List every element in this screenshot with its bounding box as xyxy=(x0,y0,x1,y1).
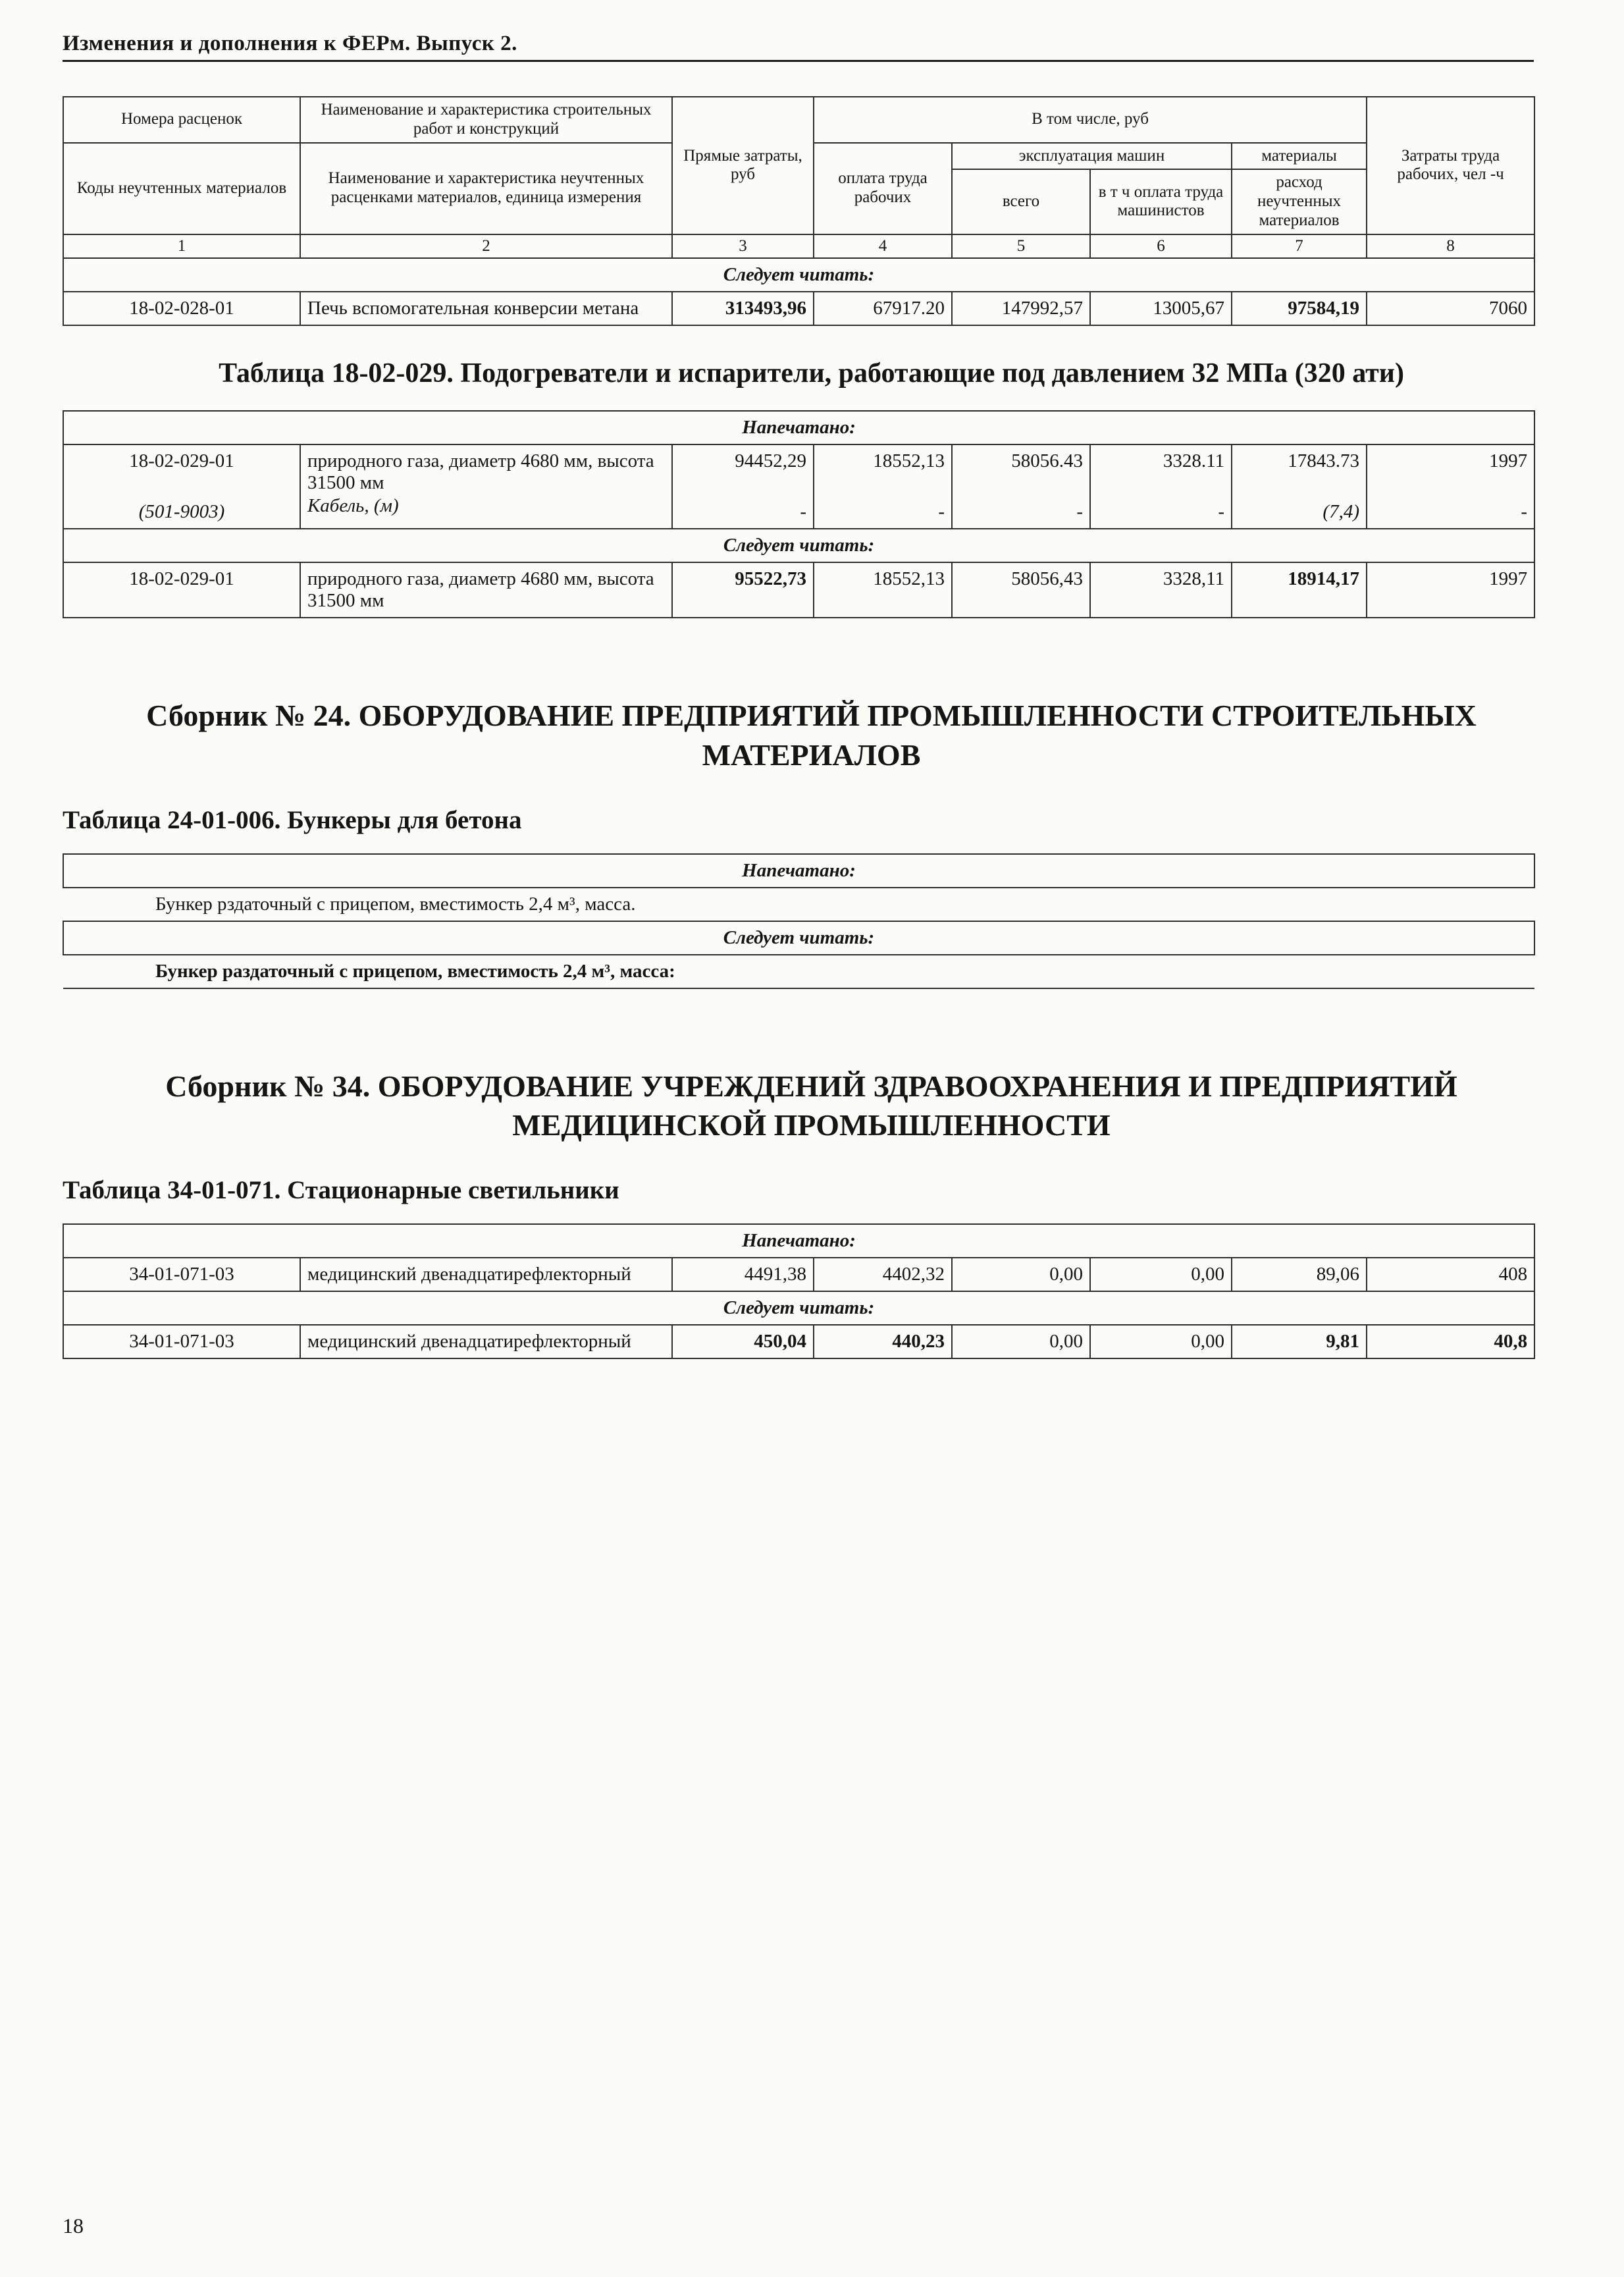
direct-costs-cell: 95522,73 xyxy=(672,562,814,618)
value: 18552,13 xyxy=(873,450,945,471)
value-secondary: - xyxy=(800,501,806,522)
labor-costs-cell: 40,8 xyxy=(1367,1325,1534,1358)
header-num-2: 2 xyxy=(300,234,672,258)
materials-cell: 97584,19 xyxy=(1232,292,1367,325)
machinists-wages-cell: 0,00 xyxy=(1090,1325,1232,1358)
row-code-cell xyxy=(63,444,300,529)
header-machines-group: эксплуатация машин xyxy=(952,143,1232,170)
machines-total-cell xyxy=(952,444,1090,529)
table-row xyxy=(63,562,1534,618)
should-read-row: Следует читать: xyxy=(63,1291,1534,1325)
row-name-cell: медицинский двенадцатирефлекторный xyxy=(300,1258,672,1291)
header-materials-top: материалы xyxy=(1232,143,1367,170)
header-num-1: 1 xyxy=(63,234,300,258)
machinists-wages-cell: 13005,67 xyxy=(1090,292,1232,325)
value: 94452,29 xyxy=(735,450,806,471)
table-row xyxy=(63,1325,1534,1358)
header-num-8: 8 xyxy=(1367,234,1534,258)
row-code-cell: 34-01-071-03 xyxy=(63,1325,300,1358)
machinists-wages-cell: 3328,11 xyxy=(1090,562,1232,618)
value: 58056.43 xyxy=(1011,450,1083,471)
printed-row: Напечатано: xyxy=(63,1224,1534,1258)
row-name-secondary: Кабель, (м) xyxy=(307,495,399,516)
labor-costs-cell: 7060 xyxy=(1367,292,1534,325)
header-col2-top: Наименование и характеристика строительных работ и конструкций xyxy=(300,97,672,143)
materials-cell: 18914,17 xyxy=(1232,562,1367,618)
header-num-4: 4 xyxy=(814,234,952,258)
materials-cell: 89,06 xyxy=(1232,1258,1367,1291)
section-34-heading: Сборник № 34. ОБОРУДОВАНИЕ УЧРЕЖДЕНИЙ ЗДРАВООХРАНЕНИЯ И ПРЕДПРИЯТИЙ МЕДИЦИНСКОЙ ПРОМЫШЛЕННОСТИ xyxy=(165,1069,1457,1142)
printed-text-row: Бункер рздаточный с прицепом, вместимость 2,4 м³, масса. xyxy=(63,888,1534,921)
wages-cell: 4402,32 xyxy=(814,1258,952,1291)
table-row xyxy=(63,1258,1534,1291)
labor-costs-cell: 1997 xyxy=(1367,562,1534,618)
header-wages: оплата труда рабочих xyxy=(814,143,952,234)
row-code-cell: 18-02-028-01 xyxy=(63,292,300,325)
row-name-cell: Печь вспомогательная конверсии метана xyxy=(300,292,672,325)
wages-cell xyxy=(814,444,952,529)
document-header: Изменения и дополнения к ФЕРм. Выпуск 2. xyxy=(63,32,1534,62)
machinists-wages-cell: 0,00 xyxy=(1090,1258,1232,1291)
header-labor-costs: Затраты труда рабочих, чел -ч xyxy=(1367,97,1534,234)
table-24-01-006-title: Таблица 24-01-006. Бункеры для бетона xyxy=(63,805,522,834)
table-34-01-071 xyxy=(63,1223,1535,1359)
value-secondary: - xyxy=(938,501,945,522)
row-code: 18-02-029-01 xyxy=(129,450,234,471)
header-in-total-group: В том числе, руб xyxy=(814,97,1367,143)
header-materials-bottom: расход неучтенных материалов xyxy=(1232,169,1367,234)
header-num-5: 5 xyxy=(952,234,1090,258)
materials-cell: 9,81 xyxy=(1232,1325,1367,1358)
header-num-6: 6 xyxy=(1090,234,1232,258)
row-name-cell: природного газа, диаметр 4680 мм, высота 31500 мм xyxy=(300,562,672,618)
value-secondary: (7,4) xyxy=(1323,501,1359,522)
table-row xyxy=(63,292,1534,325)
value: 3328.11 xyxy=(1163,450,1224,471)
direct-costs-cell: 4491,38 xyxy=(672,1258,814,1291)
header-num-3: 3 xyxy=(672,234,814,258)
value: 1997 xyxy=(1489,450,1528,471)
row-code-cell: 18-02-029-01 xyxy=(63,562,300,618)
page-number: 18 xyxy=(63,2214,84,2237)
table-row xyxy=(63,444,1534,529)
row-code-cell: 34-01-071-03 xyxy=(63,1258,300,1291)
printed-row: Напечатано: xyxy=(63,854,1534,888)
labor-costs-cell xyxy=(1367,444,1534,529)
section-24-heading: Сборник № 24. ОБОРУДОВАНИЕ ПРЕДПРИЯТИЙ ПРОМЫШЛЕННОСТИ СТРОИТЕЛЬНЫХ МАТЕРИАЛОВ xyxy=(146,699,1477,772)
printed-row: Напечатано: xyxy=(63,411,1534,444)
row-name-cell: медицинский двенадцатирефлекторный xyxy=(300,1325,672,1358)
header-col1-bottom: Коды неучтенных материалов xyxy=(63,143,300,234)
table-24-01-006 xyxy=(63,853,1535,989)
machines-total-cell: 0,00 xyxy=(952,1325,1090,1358)
table-34-01-071-title: Таблица 34-01-071. Стационарные светильники xyxy=(63,1176,619,1205)
direct-costs-cell: 313493,96 xyxy=(672,292,814,325)
row-name-cell xyxy=(300,444,672,529)
header-machines-total: всего xyxy=(952,169,1090,234)
wages-cell: 440,23 xyxy=(814,1325,952,1358)
table-029 xyxy=(63,410,1535,618)
should-read-row: Следует читать: xyxy=(63,258,1534,292)
value: 17843.73 xyxy=(1288,450,1359,471)
estimate-table xyxy=(63,96,1535,326)
machines-total-cell: 147992,57 xyxy=(952,292,1090,325)
value-secondary: - xyxy=(1521,501,1528,522)
machines-total-cell: 58056,43 xyxy=(952,562,1090,618)
header-machinists-wages: в т ч оплата труда машинистов xyxy=(1090,169,1232,234)
machines-total-cell: 0,00 xyxy=(952,1258,1090,1291)
header-num-7: 7 xyxy=(1232,234,1367,258)
header-direct-costs: Прямые затраты, руб xyxy=(672,97,814,234)
wages-cell: 67917.20 xyxy=(814,292,952,325)
materials-cell xyxy=(1232,444,1367,529)
header-col1-top: Номера расценок xyxy=(63,97,300,143)
header-col2-bottom: Наименование и характеристика неучтенных расценками материалов, единица измерения xyxy=(300,143,672,234)
row-code-secondary: (501-9003) xyxy=(138,501,225,522)
should-read-row: Следует читать: xyxy=(63,921,1534,955)
labor-costs-cell: 408 xyxy=(1367,1258,1534,1291)
row-name: природного газа, диаметр 4680 мм, высота 31500 мм xyxy=(307,450,654,493)
value-secondary: - xyxy=(1218,501,1224,522)
corrected-text-row: Бункер раздаточный с прицепом, вместимость 2,4 м³, масса: xyxy=(63,955,1534,988)
direct-costs-cell xyxy=(672,444,814,529)
should-read-row: Следует читать: xyxy=(63,529,1534,562)
value-secondary: - xyxy=(1076,501,1083,522)
wages-cell: 18552,13 xyxy=(814,562,952,618)
machinists-wages-cell xyxy=(1090,444,1232,529)
direct-costs-cell: 450,04 xyxy=(672,1325,814,1358)
table-029-title: Таблица 18-02-029. Подогреватели и испарители, работающие под давлением 32 МПа (320 ати) xyxy=(219,358,1404,388)
